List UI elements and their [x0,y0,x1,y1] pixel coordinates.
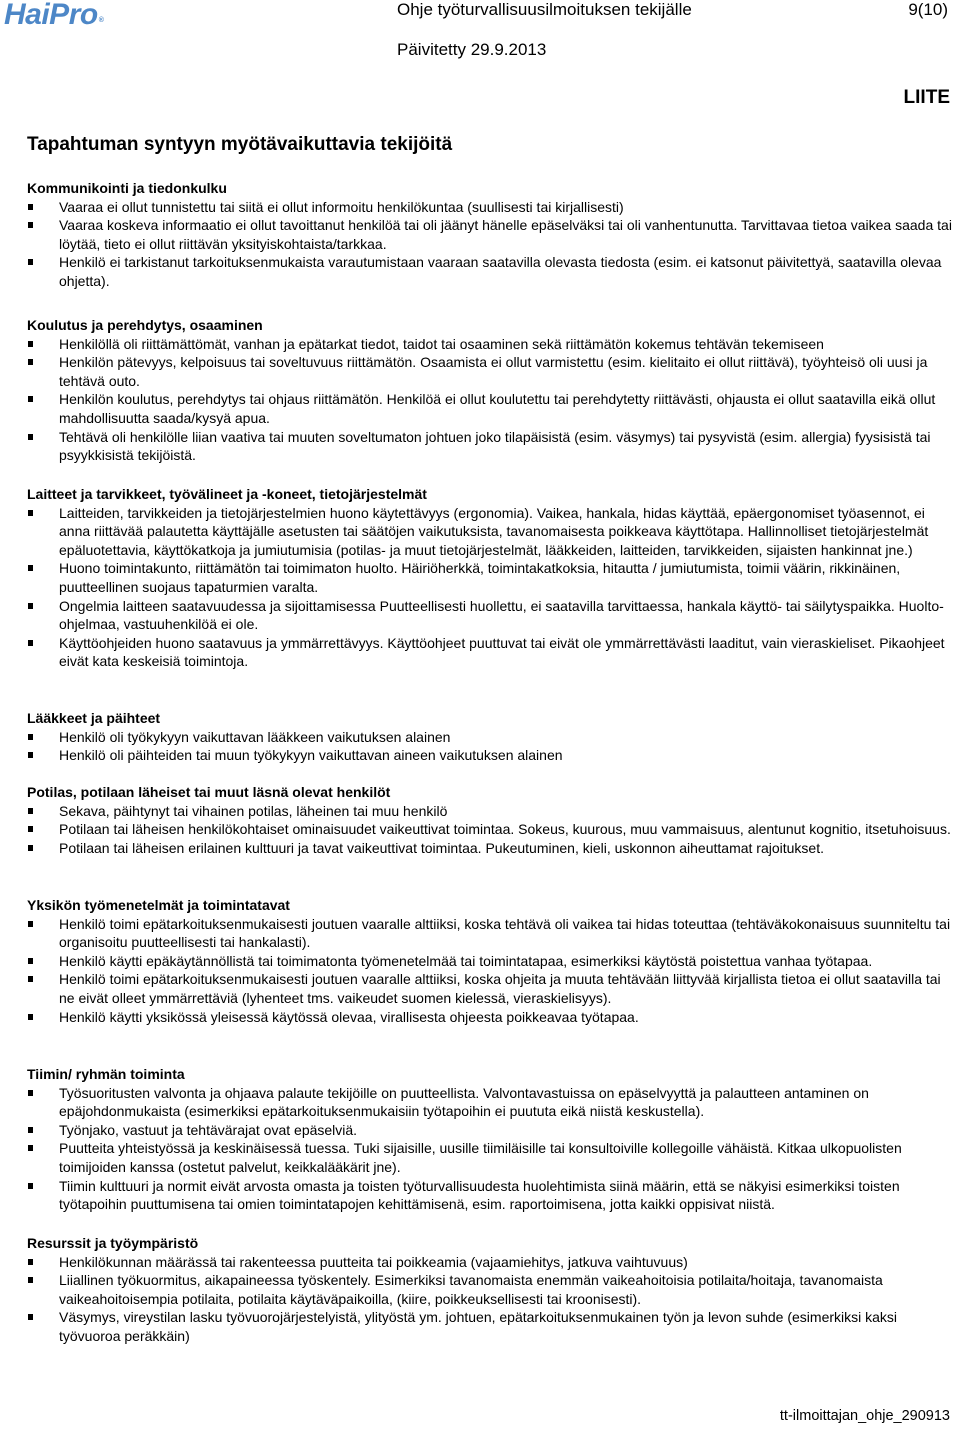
list-item [27,1084,952,1121]
bullet-icon [28,1277,33,1283]
updated-date: Päivitetty 29.9.2013 [397,40,547,59]
list-item [27,952,952,971]
list-item-text: Henkilö toimi epätarkoituksenmukaisesti joutuen vaaralle alttiiksi, koska tehtävä oli vaikea tai hidas toteuttaa (tehtäväkokonaisuus suunniteltu tai organisoitu puutteellisesti tai hankalasti). [59,915,951,951]
list-item-text: Henkilöllä oli riittämättömät, vanhan ja epätarkat tiedot, taidot tai osaaminen sekä riittämätön kokemus tehtävän tekemiseen [59,335,824,352]
section-kommunikointi [27,179,952,291]
bullet-icon [28,259,33,265]
list-item [27,1271,952,1308]
list-item [27,504,952,560]
registered-mark: ® [98,17,104,24]
bullet-list [27,504,952,671]
bullet-icon [28,1259,33,1265]
list-item [27,1308,952,1345]
list-item-text: Liiallinen työkuormitus, aikapaineessa työskentely. Esimerkiksi tavanomaista enemmän vaikeahoitoisia potilaita/hoitaja, tavanomaista vaikeahoitoisempia potilaita, potilaita käytäväpaikoilla, (kiire, poikkeuksellisesti tai kroonisesti). [59,1272,883,1307]
bullet-list [27,915,952,1027]
list-item [27,390,952,427]
list-item-text: Henkilökunnan määrässä tai rakenteessa puutteita tai poikkeamia (vajaamiehitys, jatkuva vaihtuvuus) [59,1253,688,1270]
section-heading: Lääkkeet ja päihteet [27,710,161,726]
list-item-text: Vaaraa ei ollut tunnistettu tai siitä ei ollut informoitu henkilökuntaa (suullisesti tai kirjallisesti) [59,198,624,215]
bullet-icon [28,734,33,740]
list-item-text: Työsuoritusten valvonta ja ohjaava palaute tekijöille on puutteellista. Valvontavastuissa on epäselvyyttä ja palautteen antaminen on epäjohdonmukaista (esimerkiksi epätarkoituksenmukaisiin työtapoihin ei puututa eikä niistä keskustella). [59,1084,869,1120]
bullet-icon [28,1090,33,1096]
list-item-text: Laitteiden, tarvikkeiden ja tietojärjestelmien huono käytettävyys (ergonomia). Vaikea, hankala, hidas käyttää, epäergonomiset työasennot, ei anna riittävää palautetta käyttäjälle asetusten tai säätöjen vaikutuksista, tavanomaisesta poikkeava käyttötapa. Hallinnolliset tietojärjestelmät epäluotettavia, käyttökatkoja ja jumiutumisia (potilas- ja muut tietojärjestelmät, lääkkeiden, laitteiden, tarvikkeiden, sijaisten hankinnat jne.) [59,504,929,558]
bullet-icon [28,341,33,347]
page-header [0,0,960,66]
bullet-icon [28,752,33,758]
list-item-text: Henkilö oli työkykyyn vaikuttavan lääkkeen vaikutuksen alainen [59,728,451,745]
bullet-icon [28,921,33,927]
list-item [27,634,952,671]
bullet-icon [28,845,33,851]
list-item [27,746,952,765]
section-heading: Resurssit ja työympäristö [27,1235,199,1251]
bullet-icon [28,826,33,832]
bullet-icon [28,1145,33,1151]
section-potilas [27,783,952,857]
section-heading: Koulutus ja perehdytys, osaaminen [27,317,263,333]
bullet-icon [28,396,33,402]
list-item [27,559,952,596]
list-item-text: Henkilö ei tarkistanut tarkoituksenmukaista varautumistaan vaaraan saatavilla olevasta tiedosta (esim. ei katsonut päivitettyä, saatavilla olevaa ohjetta). [59,254,942,289]
list-item-text: Henkilö oli päihteiden tai muun työkykyyn vaikuttavan aineen vaikutuksen alainen [59,747,563,764]
bullet-list [27,1253,952,1346]
document-title: Ohje työturvallisuusilmoituksen tekijälle [397,0,692,19]
list-item-text: Henkilö toimi epätarkoituksenmukaisesti joutuen vaaralle alttiiksi, koska ohjeita ja muuta tehtävään liittyvää kirjallista tietoa ei ollut saatavilla tai ne eivät olleet ymmärrettäviä (lyhenteet tms. vaikeudet suomen kielessä, vieraskielisyys). [59,971,941,1006]
section-heading: Potilas, potilaan läheiset tai muut läsnä olevat henkilöt [27,784,391,800]
list-item [27,597,952,634]
list-item-text: Ongelmia laitteen saatavuudessa ja sijoittamisessa Puutteellisesti huollettu, ei saatavilla tarvittaessa, hankala käyttö- tai säilytyspaikka. Huolto-ohjelmaa, vastuuhenkilöä ei ole. [59,597,944,633]
bullet-icon [28,434,33,440]
section-tiimi [27,1065,952,1214]
bullet-icon [28,1014,33,1020]
bullet-list [27,335,952,465]
list-item [27,216,952,253]
list-item-text: Henkilö käytti yksikössä yleisessä käytössä olevaa, virallisesta ohjeesta poikkeavaa työtapaa. [59,1008,639,1025]
list-item [27,353,952,390]
list-item [27,970,952,1007]
section-laakkeet [27,709,952,765]
section-laitteet [27,485,952,671]
list-item [27,428,952,465]
page-title: Tapahtuman syntyyn myötävaikuttavia tekijöitä [27,134,453,155]
bullet-icon [28,808,33,814]
list-item-text: Tiimin kulttuuri ja normit eivät arvosta omasta ja toisten työturvallisuudesta huolehtimista siinä määrin, että se näkyisi esimerkiksi toisten työtapoihin puuttumisena tai omien toimintatapojen kehittämisenä, esim. raportoimisena, jotta kaikki oppisivat niistä. [59,1177,900,1213]
appendix-label: LIITE [903,87,950,108]
list-item [27,335,952,354]
section-koulutus [27,316,952,465]
list-item-text: Sekava, päihtynyt tai vihainen potilas, läheinen tai muu henkilö [59,802,448,819]
bullet-icon [28,640,33,646]
logo-text: HaiPro [4,0,98,31]
bullet-list [27,728,952,765]
list-item [27,1253,952,1272]
bullet-icon [28,603,33,609]
bullet-icon [28,958,33,964]
bullet-icon [28,1127,33,1133]
list-item-text: Vaaraa koskeva informaatio ei ollut tavoittanut henkilöä tai oli jäänyt hänelle epäselväksi tai oli vanhentunutta. Tarvittavaa tietoa vaikea saada tai löytää, tieto ei ollut riittävän yksityiskohtaista/tarkkaa. [59,217,952,252]
list-item [27,802,952,821]
section-resurssit [27,1234,952,1346]
list-item [27,1121,952,1140]
list-item-text: Väsymys, vireystilan lasku työvuorojärjestelyistä, ylityöstä ym. johtuen, epätarkoituksenmukainen työn ja levon suhde (esimerkiksi kaksi työvuoroa peräkkäin) [59,1309,898,1344]
list-item-text: Tehtävä oli henkilölle liian vaativa tai muuten soveltumaton johtuen joko tilapäisistä (esim. väsymys) tai pysyvistä (esim. allergia) fyysisistä tai psyykkisistä tekijöistä. [59,428,931,464]
section-heading: Yksikön työmenetelmät ja toimintatavat [27,897,290,913]
list-item [27,1139,952,1176]
list-item-text: Puutteita yhteistyössä ja keskinäisessä tuessa. Tuki sijaisille, uusille tiimiläisille tai konsultoiville kollegoille vähäistä. Kitkaa ulkopuolisten toimijoiden kanssa (ostetut palvelut, keikkalääkärit jne). [59,1140,902,1175]
list-item [27,820,952,839]
list-item [27,1177,952,1214]
list-item [27,839,952,858]
section-heading: Kommunikointi ja tiedonkulku [27,180,227,196]
list-item-text: Potilaan tai läheisen henkilökohtaiset ominaisuudet vaikeuttivat toimintaa. Sokeus, kuurous, muu vammaisuus, alentunut kognitio, itsetuhoisuus. [59,821,951,838]
section-yksikko [27,896,952,1026]
list-item-text: Potilaan tai läheisen erilainen kulttuuri ja tavat vaikeuttivat toimintaa. Pukeutuminen, kieli, uskonnon aiheuttamat rajoitukset. [59,839,824,856]
list-item [27,1008,952,1027]
bullet-icon [28,510,33,516]
bullet-list [27,802,952,858]
section-heading: Laitteet ja tarvikkeet, työvälineet ja -koneet, tietojärjestelmät [27,486,427,502]
bullet-list [27,198,952,291]
list-item-text: Henkilö käytti epäkäytännöllistä tai toimimatonta työmenetelmää tai toimintatapaa, esimerkiksi käytöstä poistettua vanhaa työtapaa. [59,952,873,969]
bullet-icon [28,222,33,228]
list-item [27,198,952,217]
list-item-text: Työnjako, vastuut ja tehtävärajat ovat epäselviä. [59,1121,358,1138]
list-item-text: Henkilön koulutus, perehdytys tai ohjaus riittämätön. Henkilöä ei ollut koulutettu tai perehdytetty riittävästi, ohjausta ei ollut saatavilla eikä ollut mahdollisuutta saada/kysyä apua. [59,391,936,426]
list-item [27,728,952,747]
bullet-icon [28,976,33,982]
page-number: 9(10) [908,0,948,19]
list-item [27,253,952,290]
section-heading: Tiimin/ ryhmän toiminta [27,1066,185,1082]
bullet-icon [28,359,33,365]
bullet-icon [28,1183,33,1189]
list-item-text: Huono toimintakunto, riittämätön tai toimimaton huolto. Häiriöherkkä, toimintakatkoksia, hitautta / jumiutumista, toimii väärin, rikkinäinen, puutteellinen suojaus tapaturmien varalta. [59,560,901,595]
bullet-icon [28,1314,33,1320]
list-item [27,915,952,952]
list-item-text: Käyttöohjeiden huono saatavuus ja ymmärrettävyys. Käyttöohjeet puuttuvat tai eivät ole ymmärrettävästi laaditut, vain vieraskieliset. Pikaohjeet eivät kata keskeisiä toimintoja. [59,634,945,670]
haipro-logo [4,0,103,32]
footer-filename: tt-ilmoittajan_ohje_290913 [779,1408,950,1424]
bullet-icon [28,565,33,571]
bullet-list [27,1084,952,1214]
list-item-text: Henkilön pätevyys, kelpoisuus tai soveltuvuus riittämätön. Osaamista ei ollut varmistettu (esim. kielitaito ei ollut riittävä), työyhteisö oli uusi ja tehtävä outo. [59,354,928,389]
bullet-icon [28,204,33,210]
